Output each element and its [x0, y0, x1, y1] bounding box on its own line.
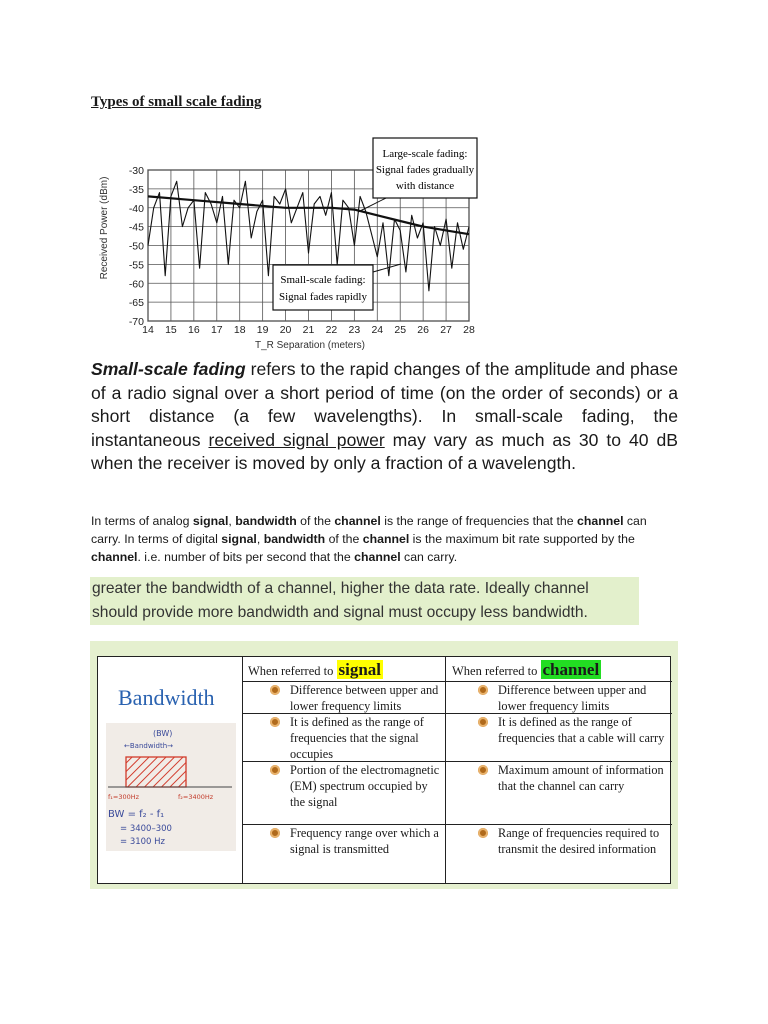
header-prefix: When referred to — [452, 664, 541, 678]
channel-row-text: Maximum amount of information that the channel can carry — [498, 763, 664, 793]
text: of the — [296, 514, 335, 528]
fading-chart — [96, 132, 486, 354]
signal-column-header — [242, 657, 445, 682]
bandwidth-table — [97, 656, 671, 884]
x-tick-label: 24 — [371, 324, 384, 336]
x-axis-label: T_R Separation (meters) — [254, 340, 366, 351]
bullet-icon — [478, 685, 488, 695]
channel-column-header — [446, 657, 672, 682]
x-tick-label: 16 — [188, 324, 200, 336]
sketch-eq3: = 3100 Hz — [120, 837, 166, 847]
bullet-icon — [478, 828, 488, 838]
bullet-icon — [478, 765, 488, 775]
highlighted-note: greater the bandwidth of a channel, higher the data rate. Ideally channel should provide more bandwidth and signal must occupy less bandwidth. — [90, 577, 639, 625]
term: signal — [192, 514, 229, 528]
x-tick-label: 17 — [210, 324, 223, 336]
term: channel — [91, 550, 138, 565]
sketch-f2: f₂=3400Hz — [178, 793, 214, 801]
para-text-2: may vary as much as 30 to 40 dB when the receiver is moved by only a fraction of a wavelength. — [91, 429, 678, 474]
x-tick-label: 20 — [279, 324, 292, 336]
para-text-1: refers to the rapid changes of the amplitude and phase of a radio signal over a short period of time (on the order of seconds) or a short distance (a few wavelengths). In small-scale fading, the instantaneous — [91, 359, 678, 450]
term: bandwidth — [263, 532, 326, 547]
bullet-icon — [270, 828, 280, 838]
y-tick-label: -55 — [128, 259, 144, 272]
term: channel — [354, 550, 401, 565]
text: is the range of frequencies that the — [380, 514, 578, 528]
para-underlined: received signal power — [208, 429, 385, 450]
y-tick-label: -45 — [128, 221, 144, 234]
large-scale-label-2: Signal fades gradually — [375, 164, 475, 176]
x-tick-label: 25 — [394, 324, 407, 336]
signal-row-text: Portion of the electromagnetic (EM) spectrum occupied by the signal — [290, 763, 440, 809]
signal-row-text: Difference between upper and lower frequency limits — [290, 683, 439, 713]
channel-row — [446, 825, 672, 886]
y-tick-label: -65 — [128, 297, 144, 310]
y-tick-label: -35 — [128, 183, 144, 196]
y-tick-label: -50 — [128, 240, 144, 253]
bandwidth-paragraph — [91, 512, 678, 567]
signal-keyword: signal — [338, 660, 382, 679]
term: bandwidth — [235, 514, 297, 528]
small-scale-callout-box — [273, 265, 373, 310]
sketch-arrow-label: ←Bandwidth→ — [124, 742, 173, 750]
signal-row-text: It is defined as the range of frequencies that the signal occupies — [290, 715, 424, 761]
text: can carry. In terms of digital — [91, 514, 647, 547]
text: In terms of analog — [91, 514, 193, 528]
signal-row — [242, 714, 445, 762]
term: signal — [221, 532, 257, 547]
small-scale-label-1: Small-scale fading: — [280, 274, 366, 286]
x-tick-label: 18 — [233, 324, 246, 336]
text: of the — [325, 532, 363, 547]
x-tick-label: 19 — [256, 324, 269, 336]
small-scale-fading-paragraph — [91, 358, 678, 476]
y-tick-label: -30 — [128, 165, 144, 177]
signal-column — [242, 657, 446, 883]
para-lead: Small-scale fading — [91, 359, 246, 379]
term: channel — [334, 514, 381, 528]
text: , — [228, 514, 236, 528]
y-tick-label: -70 — [128, 316, 144, 328]
small-scale-label-2: Signal fades rapidly — [279, 291, 367, 303]
signal-row — [242, 682, 445, 714]
large-scale-label-3: with distance — [395, 180, 455, 192]
large-scale-label-1: Large-scale fading: — [382, 148, 468, 160]
x-tick-label: 23 — [348, 324, 361, 336]
channel-row-text: Difference between upper and lower frequency limits — [498, 683, 647, 713]
y-axis-label: Received Power (dBm) — [99, 176, 110, 280]
channel-row — [446, 714, 672, 762]
sketch-eq1: BW = f₂ - f₁ — [108, 809, 165, 820]
text: . i.e. number of bits per second that the — [137, 550, 355, 565]
sketch-eq2: = 3400–300 — [120, 824, 172, 834]
text: can carry. — [400, 550, 458, 565]
text: is the maximum bit rate supported by the — [409, 532, 635, 547]
channel-row-text: It is defined as the range of frequencies that a cable will carry — [498, 715, 665, 745]
bullet-icon — [478, 717, 488, 727]
term: channel — [362, 532, 410, 547]
text: , — [256, 532, 264, 547]
sketch-band — [126, 757, 186, 787]
y-tick-label: -40 — [128, 202, 144, 215]
channel-row-text: Range of frequencies required to transmit the desired information — [498, 826, 660, 856]
signal-row — [242, 825, 445, 886]
signal-row — [242, 762, 445, 825]
bandwidth-figure — [90, 641, 678, 889]
fading-chart-svg — [96, 132, 486, 354]
x-tick-label: 15 — [165, 324, 177, 336]
header-prefix: When referred to — [248, 664, 337, 678]
x-tick-label: 28 — [463, 324, 475, 336]
x-tick-label: 22 — [325, 324, 338, 336]
x-tick-label: 26 — [417, 324, 429, 336]
channel-keyword: channel — [542, 660, 600, 679]
channel-row — [446, 682, 672, 714]
y-tick-label: -60 — [128, 278, 144, 291]
x-tick-label: 21 — [302, 324, 315, 336]
bullet-icon — [270, 717, 280, 727]
bandwidth-sketch — [106, 723, 236, 851]
term: channel — [577, 514, 624, 528]
sketch-bw-label: (BW) — [153, 729, 173, 738]
section-title: Types of small scale fading — [91, 94, 262, 110]
signal-row-text: Frequency range over which a signal is transmitted — [290, 826, 439, 856]
bandwidth-title: Bandwidth — [118, 685, 215, 710]
sketch-f1: f₁=300Hz — [108, 793, 140, 801]
x-tick-label: 27 — [440, 324, 452, 336]
channel-row — [446, 762, 672, 825]
x-tick-label: 14 — [142, 324, 154, 336]
channel-column — [446, 657, 672, 883]
bullet-icon — [270, 765, 280, 775]
bandwidth-left-panel — [98, 657, 243, 883]
bullet-icon — [270, 685, 280, 695]
